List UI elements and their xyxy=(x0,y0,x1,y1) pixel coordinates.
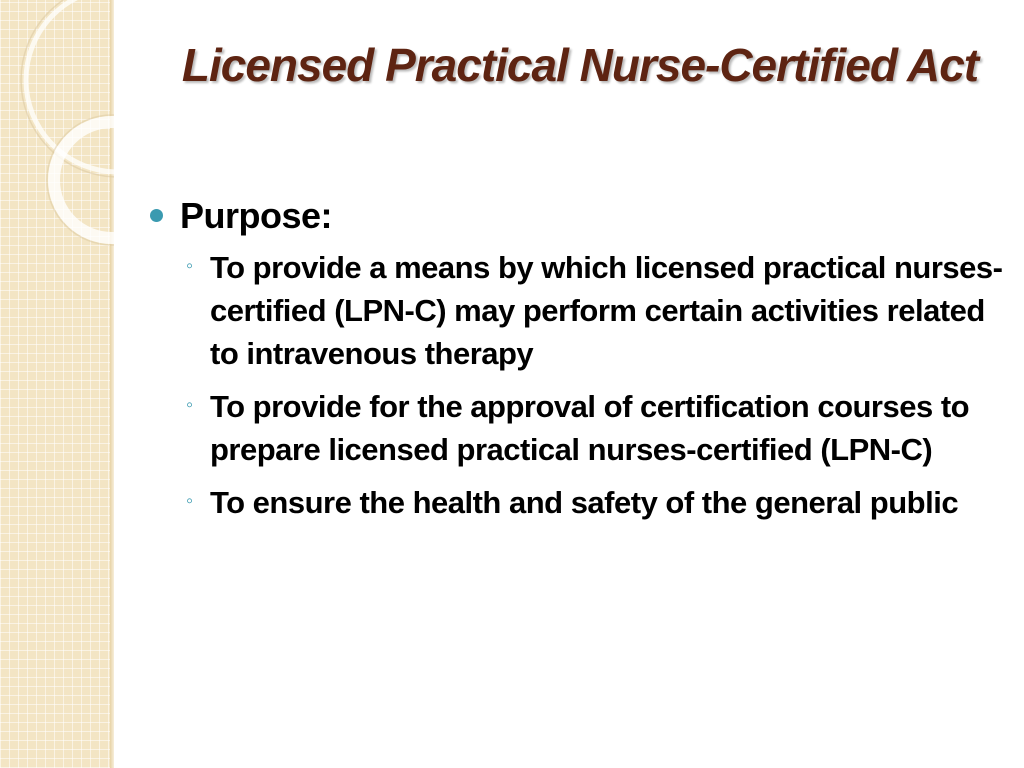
hollow-circle-bullet-icon: ◦ xyxy=(186,255,193,277)
sub-bullet-text: To ensure the health and safety of the general public xyxy=(210,485,959,520)
hollow-circle-bullet-icon: ◦ xyxy=(186,394,193,416)
sub-bullet-text: To provide a means by which licensed practical nurses-certified (LPN-C) may perform certain activities related to intravenous therapy xyxy=(210,250,1003,371)
bullet-purpose xyxy=(146,192,1006,240)
sub-bullet-item xyxy=(186,481,1006,524)
sub-bullet-item xyxy=(186,385,1006,471)
sub-bullet-item xyxy=(186,246,1006,375)
hollow-circle-bullet-icon: ◦ xyxy=(186,490,193,512)
purpose-sublist xyxy=(146,246,1006,524)
decorative-rings xyxy=(0,0,114,768)
slide-content xyxy=(146,192,1006,534)
slide-title: Licensed Practical Nurse-Certified Act xyxy=(181,39,979,91)
round-bullet-icon xyxy=(150,209,163,222)
bullet-purpose-label: Purpose: xyxy=(180,195,333,236)
sub-bullet-text: To provide for the approval of certification courses to prepare licensed practical nurses-certified (LPN-C) xyxy=(210,389,970,467)
